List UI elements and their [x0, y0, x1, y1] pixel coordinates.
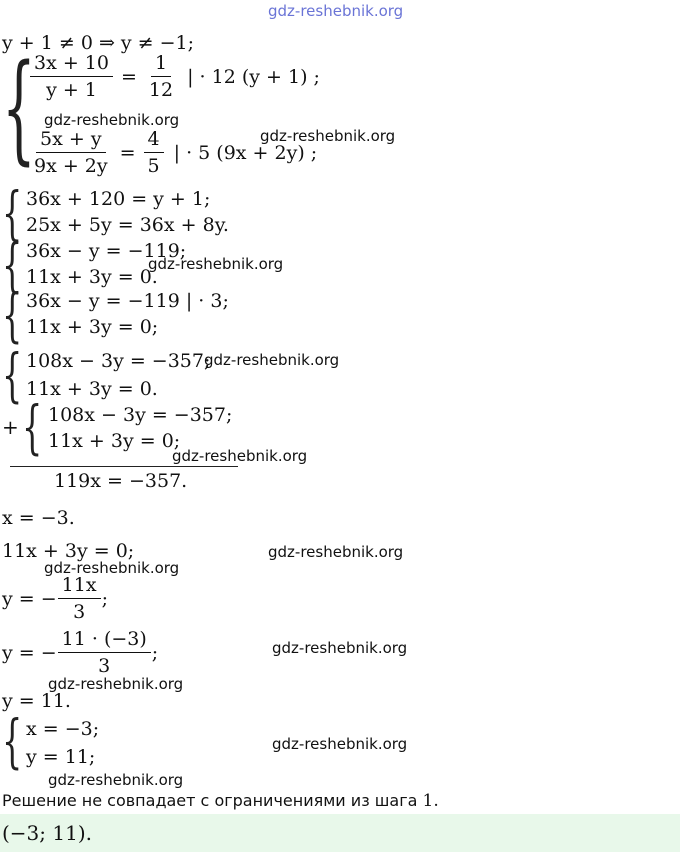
system4-line2: 11x + 3y = 0;: [26, 316, 159, 338]
expr-tail: ;: [151, 641, 159, 664]
note-text: [2, 790, 439, 812]
fraction-denominator: 3: [98, 655, 111, 677]
multiplier: | · 5 (9x + 2y) ;: [173, 141, 318, 164]
note-body: Решение не совпадает с ограничениями из шага: [2, 791, 418, 810]
watermark: gdz-reshebnik.org: [148, 255, 284, 273]
system-brace: {: [2, 341, 23, 409]
system-brace: {: [2, 231, 23, 299]
y-expression-2: [2, 628, 158, 677]
expr-lhs: y = −: [2, 641, 57, 664]
system2-line2: 25x + 5y = 36x + 8y.: [26, 214, 229, 236]
fraction-numerator: 5x + y: [36, 128, 106, 153]
fraction-denominator: 3: [73, 601, 86, 623]
fraction-numerator: 3x + 10: [30, 52, 113, 77]
system-brace: {: [22, 393, 43, 461]
system-brace: {: [2, 38, 36, 176]
system5-line2: 11x + 3y = 0.: [26, 378, 158, 400]
answer: (−3; 11).: [2, 821, 92, 845]
final-system-line1: x = −3;: [26, 718, 100, 740]
system3-line2: 11x + 3y = 0.: [26, 266, 158, 288]
watermark: gdz-reshebnik.org: [260, 127, 396, 145]
system-brace: {: [2, 707, 23, 775]
watermark: gdz-reshebnik.org: [172, 447, 308, 465]
addition-result: 119x = −357.: [54, 470, 188, 492]
system-brace: {: [2, 179, 23, 247]
addition-line2: 11x + 3y = 0;: [48, 430, 181, 452]
system-brace: {: [2, 281, 23, 349]
fraction-numerator: 4: [144, 128, 164, 153]
watermark: gdz-reshebnik.org: [48, 675, 184, 693]
watermark: gdz-reshebnik.org: [272, 639, 408, 657]
sum-line: [10, 466, 238, 467]
addition-line1: 108x − 3y = −357;: [48, 404, 233, 426]
system3-line1: 36x − y = −119;: [26, 240, 187, 262]
watermark: gdz-reshebnik.org: [44, 111, 180, 129]
fraction-denominator: 12: [148, 79, 174, 101]
expr-tail: ;: [101, 587, 108, 610]
equation-line: 11x + 3y = 0;: [2, 540, 135, 562]
final-system-line2: y = 11;: [26, 746, 96, 768]
watermark: gdz-reshebnik.org: [268, 543, 404, 561]
watermark: gdz-reshebnik.org: [48, 771, 184, 789]
plus-sign: +: [2, 415, 19, 439]
watermark: gdz-reshebnik.org: [44, 559, 180, 577]
fraction-denominator: y + 1: [46, 79, 97, 101]
system1-eq1: $\frac{3x + 10}{y + 1}$ = $\frac{1}{12}$ | · 12 (y + 1) ;: [26, 52, 320, 101]
fraction-denominator: 9x + 2y: [34, 155, 108, 177]
system4-line1: 36x − y = −119 | · 3;: [26, 290, 229, 312]
fraction-numerator: 11 · (−3): [58, 628, 151, 653]
fraction-denominator: 5: [147, 155, 160, 177]
multiplier: | · 12 (y + 1) ;: [187, 65, 320, 88]
fraction-numerator: 11x: [58, 574, 101, 599]
watermark-top: gdz-reshebnik.org: [268, 2, 404, 20]
y-value: y = 11.: [2, 690, 71, 712]
watermark: gdz-reshebnik.org: [272, 735, 408, 753]
restriction-line: y + 1 ≠ 0 ⇒ y ≠ −1;: [2, 32, 195, 54]
fraction-numerator: 1: [151, 52, 171, 77]
x-value: x = −3.: [2, 507, 75, 529]
watermark: gdz-reshebnik.org: [204, 351, 340, 369]
expr-lhs: y = −: [2, 587, 57, 610]
system5-line1: 108x − 3y = −357;: [26, 350, 211, 372]
system2-line1: 36x + 120 = y + 1;: [26, 188, 211, 210]
note-step: 1.: [422, 791, 439, 811]
answer-bar: [0, 814, 680, 852]
y-expression-1: [2, 574, 108, 623]
system1-eq2: $\frac{5x + y}{9x + 2y}$ = $\frac{4}{5}$ | · 5 (9x + 2y) ;: [26, 128, 317, 177]
